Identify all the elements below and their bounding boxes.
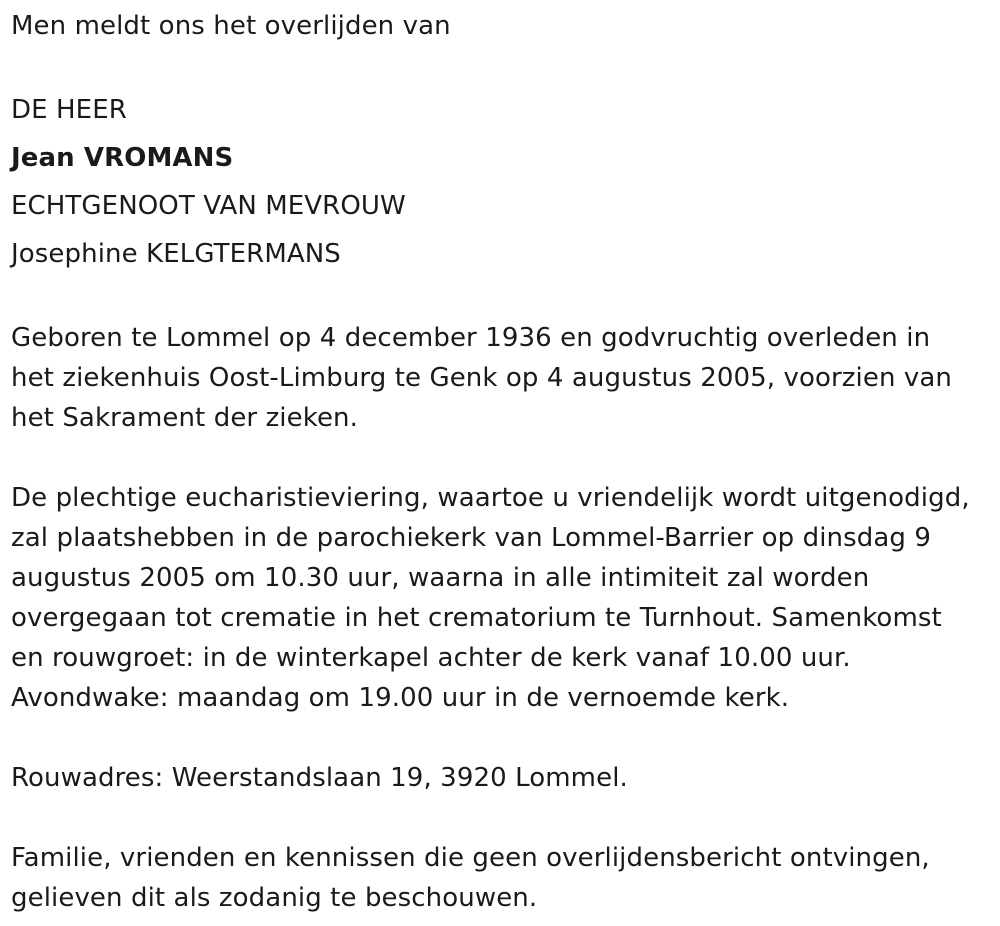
spacer [11,46,991,86]
paragraph-line: zal plaatshebben in de parochiekerk van Lommel-Barrier op dinsdag 9 [11,523,932,553]
spouse-name: Josephine KELGTERMANS [11,239,341,269]
paragraph-line: gelieven dit als zodanig te beschouwen. [11,883,538,913]
birth-paragraph [11,318,991,438]
closing-paragraph [11,838,991,918]
name-block [11,86,991,278]
paragraph-line: het ziekenhuis Oost-Limburg te Genk op 4 augustus 2005, voorzien van [11,363,953,393]
paragraph-line: augustus 2005 om 10.30 uur, waarna in alle intimiteit zal worden [11,563,870,593]
paragraph-line: Familie, vrienden en kennissen die geen overlijdensbericht ontvingen, [11,843,930,873]
title-text: DE HEER [11,95,127,125]
deceased-name: Jean VROMANS [11,143,234,173]
paragraph-line: en rouwgroet: in de winterkapel achter de kerk vanaf 10.00 uur. [11,643,851,673]
service-paragraph [11,478,991,718]
death-notice [11,6,991,918]
address-line: Rouwadres: Weerstandslaan 19, 3920 Lommel. [11,763,628,793]
paragraph-line: het Sakrament der zieken. [11,403,358,433]
paragraph-line: De plechtige eucharistieviering, waartoe u vriendelijk wordt uitgenodigd, [11,483,970,513]
paragraph-line: Geboren te Lommel op 4 december 1936 en godvruchtig overleden in [11,323,931,353]
spouse-label: ECHTGENOOT VAN MEVROUW [11,191,406,221]
paragraph-line: Avondwake: maandag om 19.00 uur in de vernoemde kerk. [11,683,790,713]
address-paragraph [11,758,991,798]
paragraph-line: overgegaan tot crematie in het crematorium te Turnhout. Samenkomst [11,603,942,633]
intro-text: Men meldt ons het overlijden van [11,11,451,41]
